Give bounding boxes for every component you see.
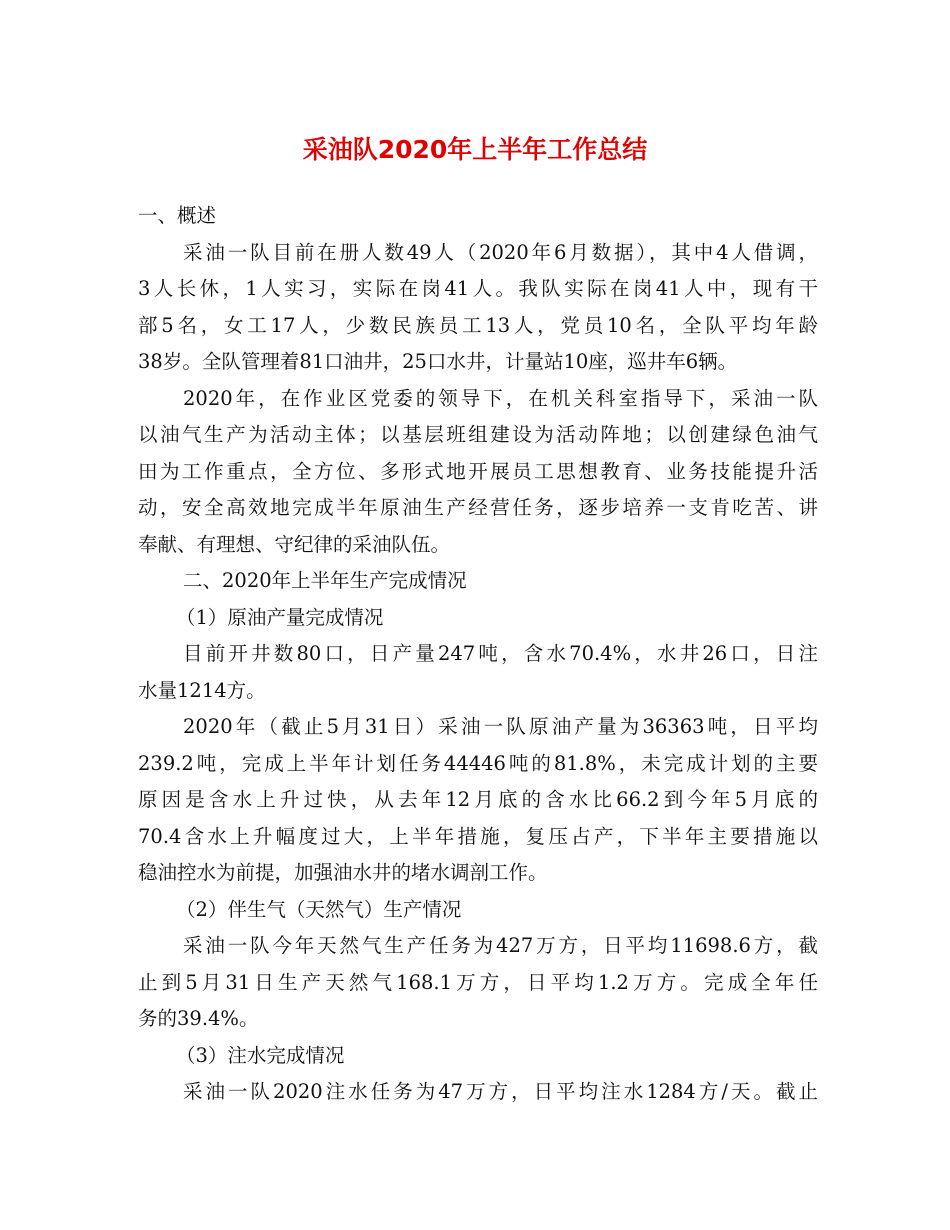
- paragraph-line: 采油一队目前在册人数49人（2020年6月数据），其中4人借调，: [183, 240, 818, 264]
- paragraph-line: 动，安全高效地完成半年原油生产经营任务，逐步培养一支肯吃苦、讲: [138, 496, 818, 519]
- paragraph-line: 3人长休，1人实习，实际在岗41人。我队实际在岗41人中，现有干: [138, 277, 818, 300]
- paragraph-line: 部5名，女工17人，少数民族员工13人，党员10名，全队平均年龄: [138, 313, 818, 337]
- document-title: 采油队2020年上半年工作总结: [302, 135, 648, 164]
- paragraph-line: 稳油控水为前提，加强油水井的堵水调剖工作。: [138, 861, 548, 884]
- paragraph-line: 水量1214方。: [138, 678, 266, 702]
- paragraph-line: 奉献、有理想、守纪律的采油队伍。: [138, 532, 451, 556]
- paragraph-line: 采油一队今年天然气生产任务为427万方，日平均11698.6方，截: [183, 934, 818, 957]
- paragraph-line: 2020年（截止5月31日）采油一队原油产量为36363吨，日平均: [183, 715, 818, 738]
- section-heading: 一、概述: [138, 204, 217, 227]
- paragraph-line: 38岁。全队管理着81口油井，25口水井，计量站10座，巡井车6辆。: [138, 350, 738, 373]
- paragraph-line: 目前开井数80口，日产量247吨，含水70.4%，水井26口，日注: [183, 642, 818, 665]
- section-heading: 二、2020年上半年生产完成情况: [183, 569, 467, 592]
- paragraph-line: 务的39.4%。: [138, 1007, 259, 1030]
- document-body: [138, 198, 818, 1111]
- paragraph-line: 2020年，在作业区党委的领导下，在机关科室指导下，采油一队: [183, 386, 818, 410]
- paragraph-line: 田为工作重点，全方位、多形式地开展员工思想教育、业务技能提升活: [138, 459, 818, 483]
- subsection-heading: （2）伴生气（天然气）生产情况: [176, 897, 462, 921]
- subsection-heading: （1）原油产量完成情况: [176, 605, 384, 629]
- paragraph-line: 70.4含水上升幅度过大，上半年措施，复压占产，下半年主要措施以: [138, 824, 818, 848]
- paragraph-line: 采油一队2020注水任务为47万方，日平均注水1284方/天。截止: [183, 1080, 818, 1103]
- subsection-heading: （3）注水完成情况: [176, 1043, 345, 1067]
- paragraph-line: 止到5月31日生产天然气168.1万方，日平均1.2万方。完成全年任: [138, 970, 818, 994]
- paragraph-line: 239.2吨，完成上半年计划任务44446吨的81.8%，未完成计划的主要: [138, 751, 818, 775]
- paragraph-line: 以油气生产为活动主体；以基层班组建设为活动阵地；以创建绿色油气: [138, 423, 818, 446]
- paragraph-line: 原因是含水上升过快，从去年12月底的含水比66.2到今年5月底的: [138, 788, 818, 811]
